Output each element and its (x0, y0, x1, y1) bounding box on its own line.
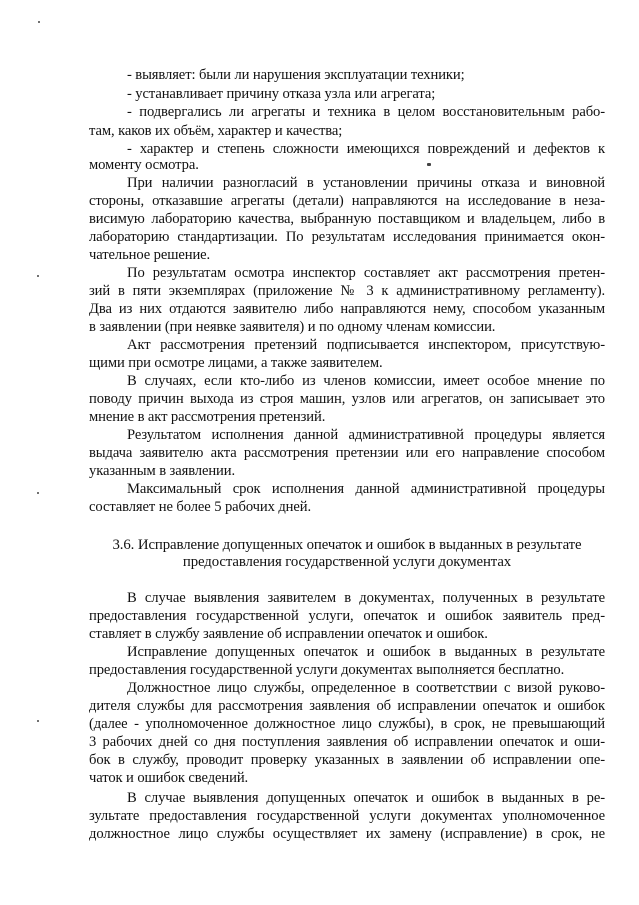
paragraph-line: При наличии разногласий в установлении причины отказа и виновной (127, 175, 605, 191)
paragraph-line: мнение в акт рассмотрения претензий. (89, 409, 326, 425)
section-heading-line: предоставления государственной услуги документах (182, 554, 512, 570)
scan-speck (38, 21, 40, 23)
bullet-line: - устанавливает причину отказа узла или агрегата; (127, 86, 436, 102)
paragraph-line: стороны, отказавшие агрегаты (детали) направляются на исследование в неза- (89, 193, 605, 209)
paragraph-line: бок в службу, проводит проверку указанных в заявлении об исправлении опе- (89, 752, 605, 768)
paragraph-line: В случаях, если кто-либо из членов комиссии, имеет особое мнение по (127, 373, 605, 389)
paragraph-line: в заявлении (при неявке заявителя) и по одному членам комиссии. (89, 319, 496, 335)
paragraph-line: зий в пяти экземплярах (приложение № 3 к административному регламенту). (89, 283, 605, 299)
paragraph-line: ставляет в службу заявление об исправлении опечаток и ошибок. (89, 626, 488, 642)
paragraph-line: составляет не более 5 рабочих дней. (89, 499, 312, 515)
paragraph-line: Максимальный срок исполнения данной административной процедуры (127, 481, 605, 497)
paragraph-line: зультате предоставления государственной услуги документах уполномоченное (89, 808, 605, 824)
scan-speck (427, 163, 431, 166)
paragraph-line: В случае выявления заявителем в документах, полученных в результате (127, 590, 605, 606)
bullet-line: моменту осмотра. (89, 157, 199, 173)
paragraph-line: указанным в заявлении. (89, 463, 236, 479)
scan-speck (37, 275, 39, 277)
paragraph-line: Должностное лицо службы, определенное в соответствии с визой руково- (127, 680, 605, 696)
paragraph-line: В случае выявления допущенных опечаток и ошибок в выданных в ре- (127, 790, 605, 806)
paragraph-line: 3 рабочих дней со дня поступления заявления об исправлении опечаток и оши- (89, 734, 605, 750)
scan-speck (37, 720, 39, 722)
bullet-line: - характер и степень сложности имеющихся повреждений и дефектов к (127, 141, 605, 157)
paragraph-line: (далее - уполномоченное должностное лицо службы), в срок, не превышающий (89, 716, 605, 732)
bullet-line: там, каков их объём, характер и качества; (89, 123, 343, 139)
paragraph-line: щими при осмотре лицами, а также заявителем. (89, 355, 383, 371)
paragraph-line: висимую лабораторию качества, выбранную поставщиком и владельцем, либо в (89, 211, 605, 227)
paragraph-line: чаток и ошибок сведений. (89, 770, 249, 786)
section-heading-line: 3.6. Исправление допущенных опечаток и ошибок в выданных в результате (112, 537, 582, 553)
scan-speck (37, 492, 39, 494)
paragraph-line: Акт рассмотрения претензий подписывается инспектором, присутствую- (127, 337, 605, 353)
bullet-line: - выявляет: были ли нарушения эксплуатации техники; (127, 67, 465, 83)
paragraph-line: должностное лицо службы осуществляет их замену (исправление) в срок, не (89, 826, 605, 842)
bullet-line: - подвергались ли агрегаты и техника в целом восстановительным рабо- (127, 104, 605, 120)
paragraph-line: поводу причин выхода из строя машин, узлов или агрегатов, он записывает это (89, 391, 605, 407)
paragraph-line: По результатам осмотра инспектор составляет акт рассмотрения претен- (127, 265, 605, 281)
paragraph-line: предоставления государственной услуги документах выполняется бесплатно. (89, 662, 565, 678)
paragraph-line: Исправление допущенных опечаток и ошибок в выданных в результате (127, 644, 605, 660)
paragraph-line: Два из них отдаются заявителю либо направляются нему, способом указанным (89, 301, 605, 317)
paragraph-line: предоставления государственной услуги, опечаток и ошибок заявитель пред- (89, 608, 605, 624)
paragraph-line: дителя службы для рассмотрения заявления об исправлении опечаток и ошибок (89, 698, 605, 714)
paragraph-line: выдача заявителю акта рассмотрения претензии или его направление способом (89, 445, 605, 461)
paragraph-line: Результатом исполнения данной административной процедуры является (127, 427, 605, 443)
paragraph-line: лабораторию стандартизации. По результатам исследования принимается окон- (89, 229, 605, 245)
paragraph-line: чательное решение. (89, 247, 211, 263)
